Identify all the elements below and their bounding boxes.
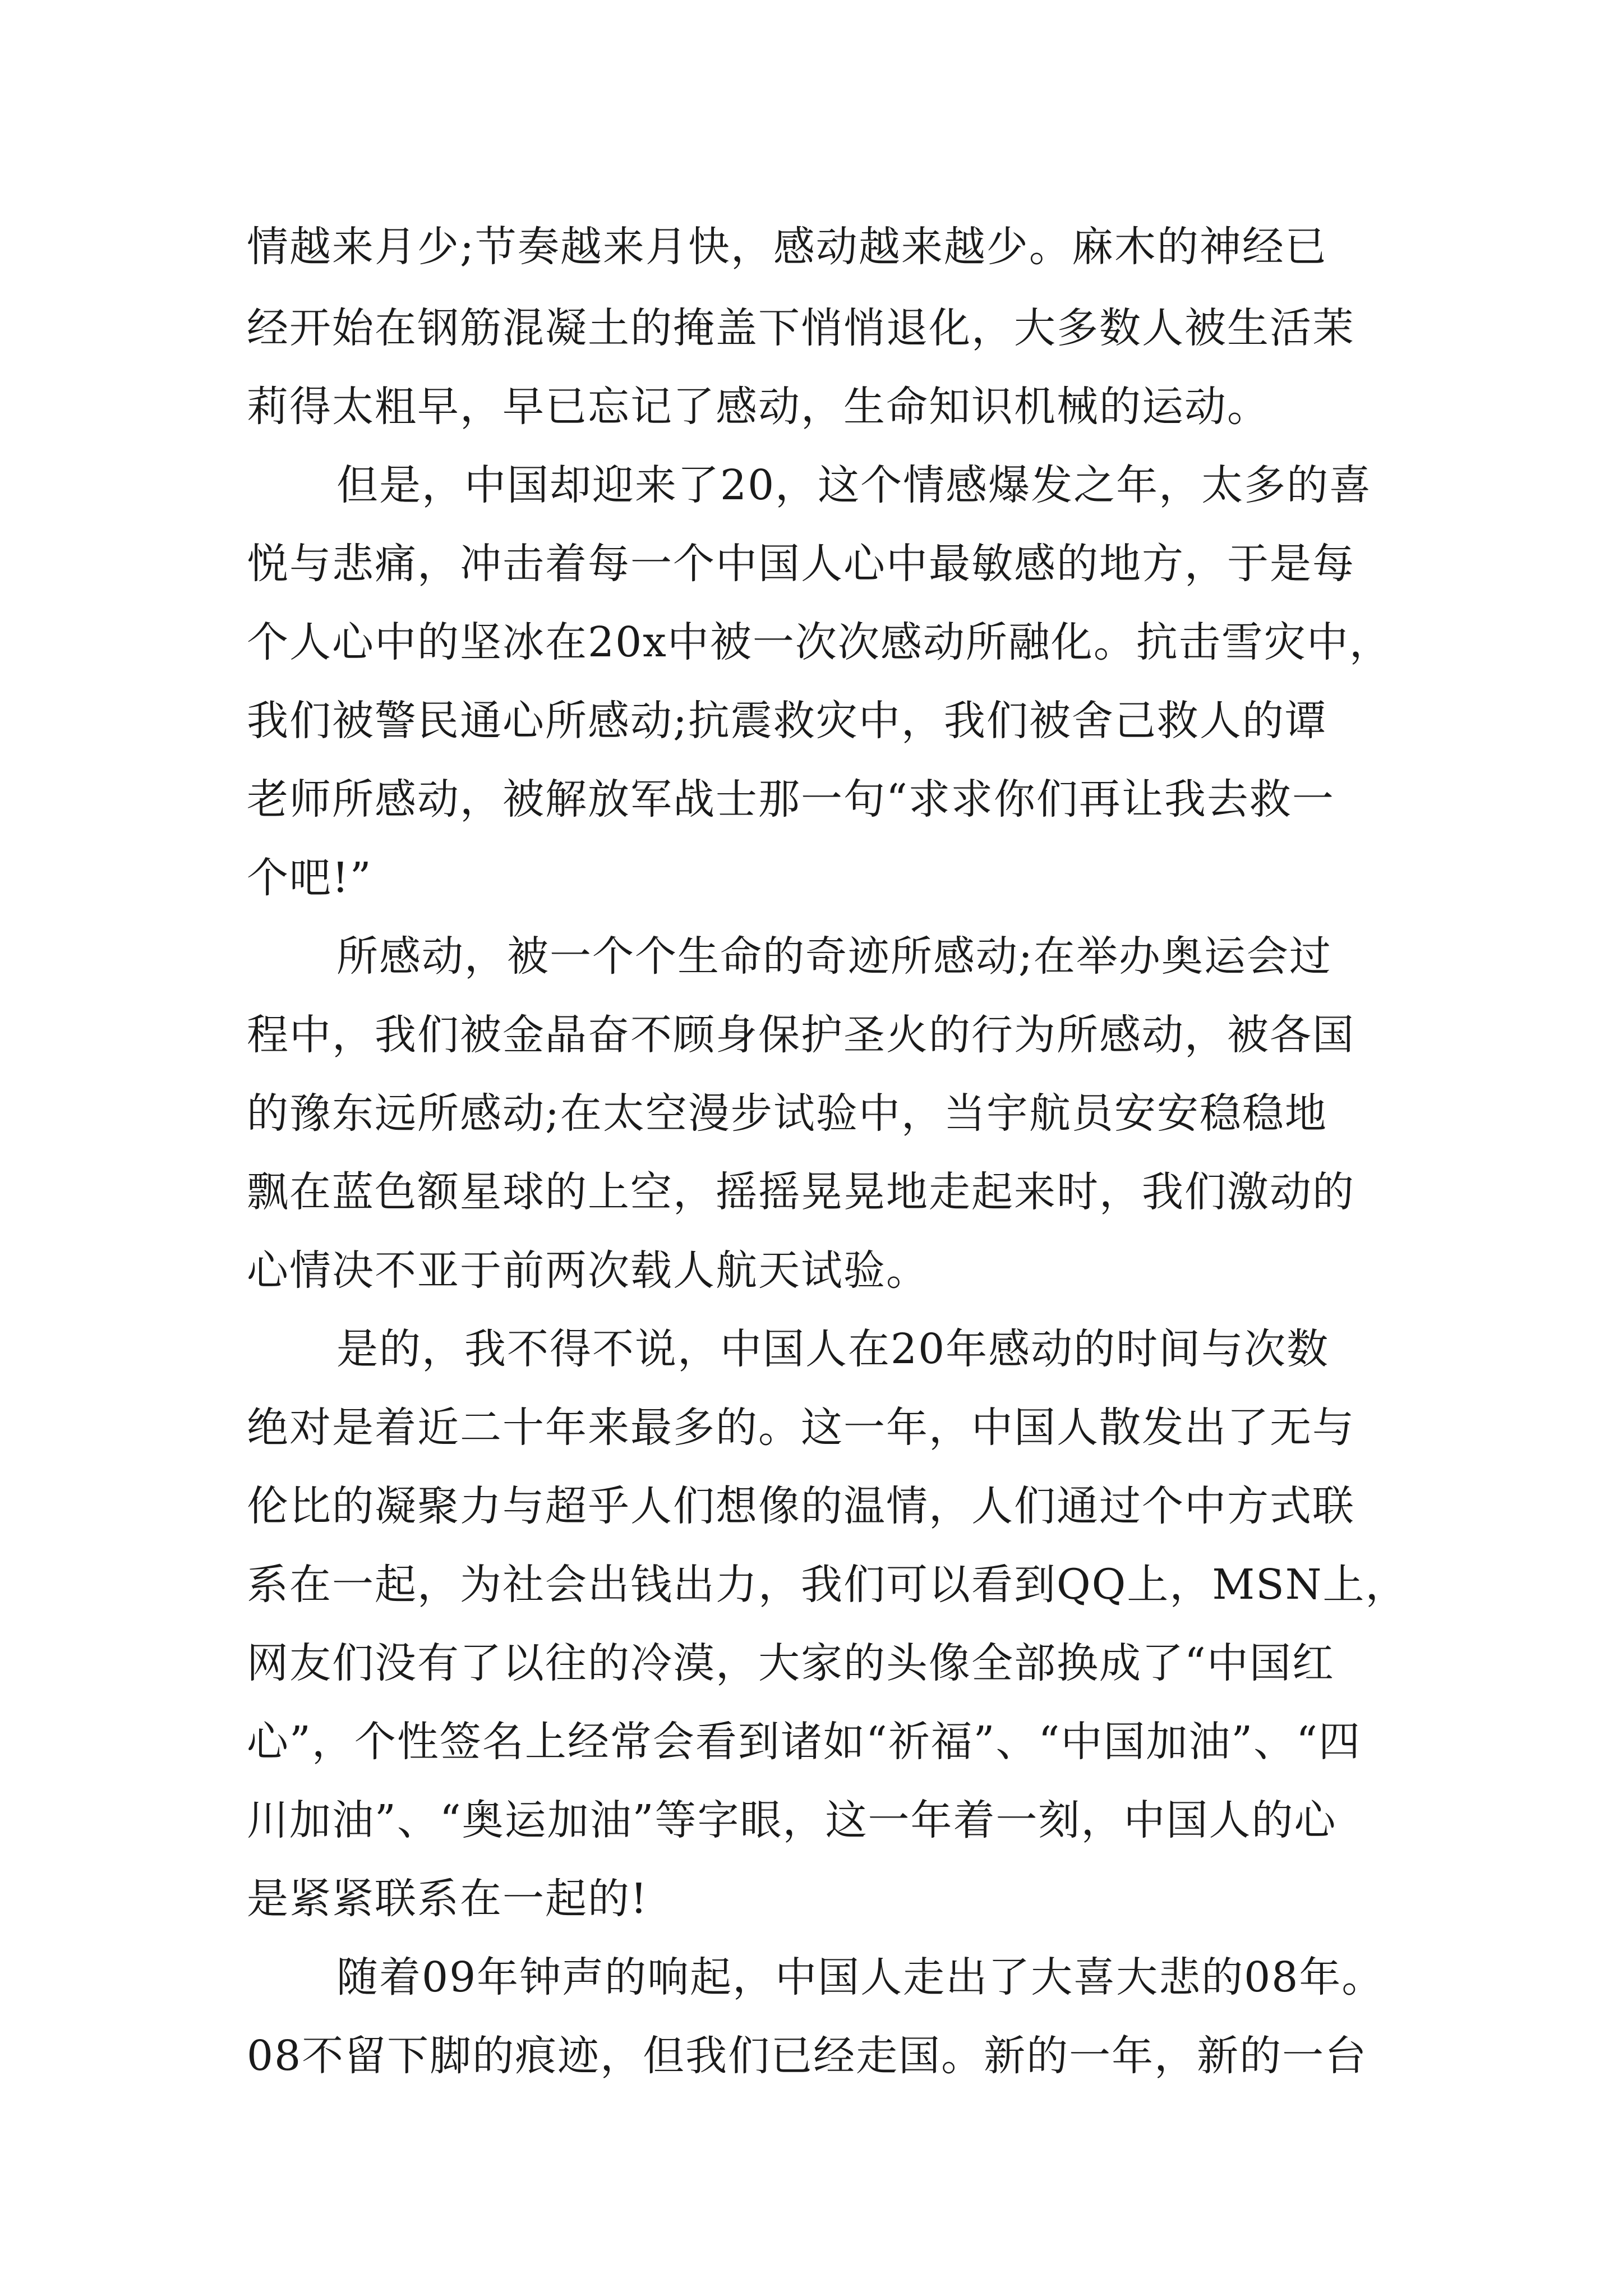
text-line: 情越来月少;节奏越来月快，感动越来越少。麻木的神经已 [247, 223, 1327, 271]
text-line: 飘在蓝色额星球的上空，摇摇晃晃地走起来时，我们激动的 [247, 1168, 1355, 1216]
text-line: 程中，我们被金晶奋不顾身保护圣火的行为所感动，被各国 [247, 1011, 1355, 1059]
paragraph-start-line: 随着09年钟声的响起，中国人走出了大喜大悲的08年。 [336, 1953, 1385, 2001]
paragraph-start-line: 所感动，被一个个生命的奇迹所感动;在举办奥运会过 [336, 932, 1332, 981]
text-line: 经开始在钢筋混凝土的掩盖下悄悄退化，大多数人被生活茉 [247, 304, 1355, 352]
text-line: 绝对是着近二十年来最多的。这一年，中国人散发出了无与 [247, 1404, 1355, 1452]
text-line: 系在一起，为社会出钱出力，我们可以看到QQ上，MSN上， [247, 1561, 1408, 1609]
text-line: 川加油”、“奥运加油”等字眼，这一年着一刻，中国人的心 [247, 1796, 1337, 1844]
text-line: 莉得太粗早，早已忘记了感动，生命知识机械的运动。 [247, 383, 1270, 431]
text-line: 是紧紧联系在一起的! [247, 1875, 648, 1923]
text-line: 心情决不亚于前两次载人航天试验。 [247, 1246, 929, 1295]
text-line: 个人心中的坚冰在20x中被一次次感动所融化。抗击雪灾中， [247, 618, 1392, 666]
text-line: 网友们没有了以往的冷漠，大家的头像全部换成了“中国红 [247, 1639, 1335, 1687]
text-line: 悦与悲痛，冲击着每一个中国人心中最敏感的地方，于是每 [247, 540, 1355, 588]
text-line: 伦比的凝聚力与超乎人们想像的温情，人们通过个中方式联 [247, 1482, 1355, 1530]
text-line: 老师所感动，被解放军战士那一句“求求你们再让我去救一 [247, 775, 1335, 823]
text-line: 的豫东远所感动;在太空漫步试验中，当宇航员安安稳稳地 [247, 1089, 1327, 1138]
text-line: 我们被警民通心所感动;抗震救灾中，我们被舍己救人的谭 [247, 697, 1327, 745]
paragraph-start-line: 是的，我不得不说，中国人在20年感动的时间与次数 [336, 1325, 1330, 1373]
text-line: 个吧!” [247, 854, 372, 902]
text-line: 08不留下脚的痕迹，但我们已经走国。新的一年，新的一台 [247, 2032, 1368, 2080]
text-line: 心”，个性签名上经常会看到诸如“祈福”、“中国加油”、“四 [247, 1718, 1361, 1766]
paragraph-start-line: 但是，中国却迎来了20，这个情感爆发之年，太多的喜 [336, 461, 1372, 509]
